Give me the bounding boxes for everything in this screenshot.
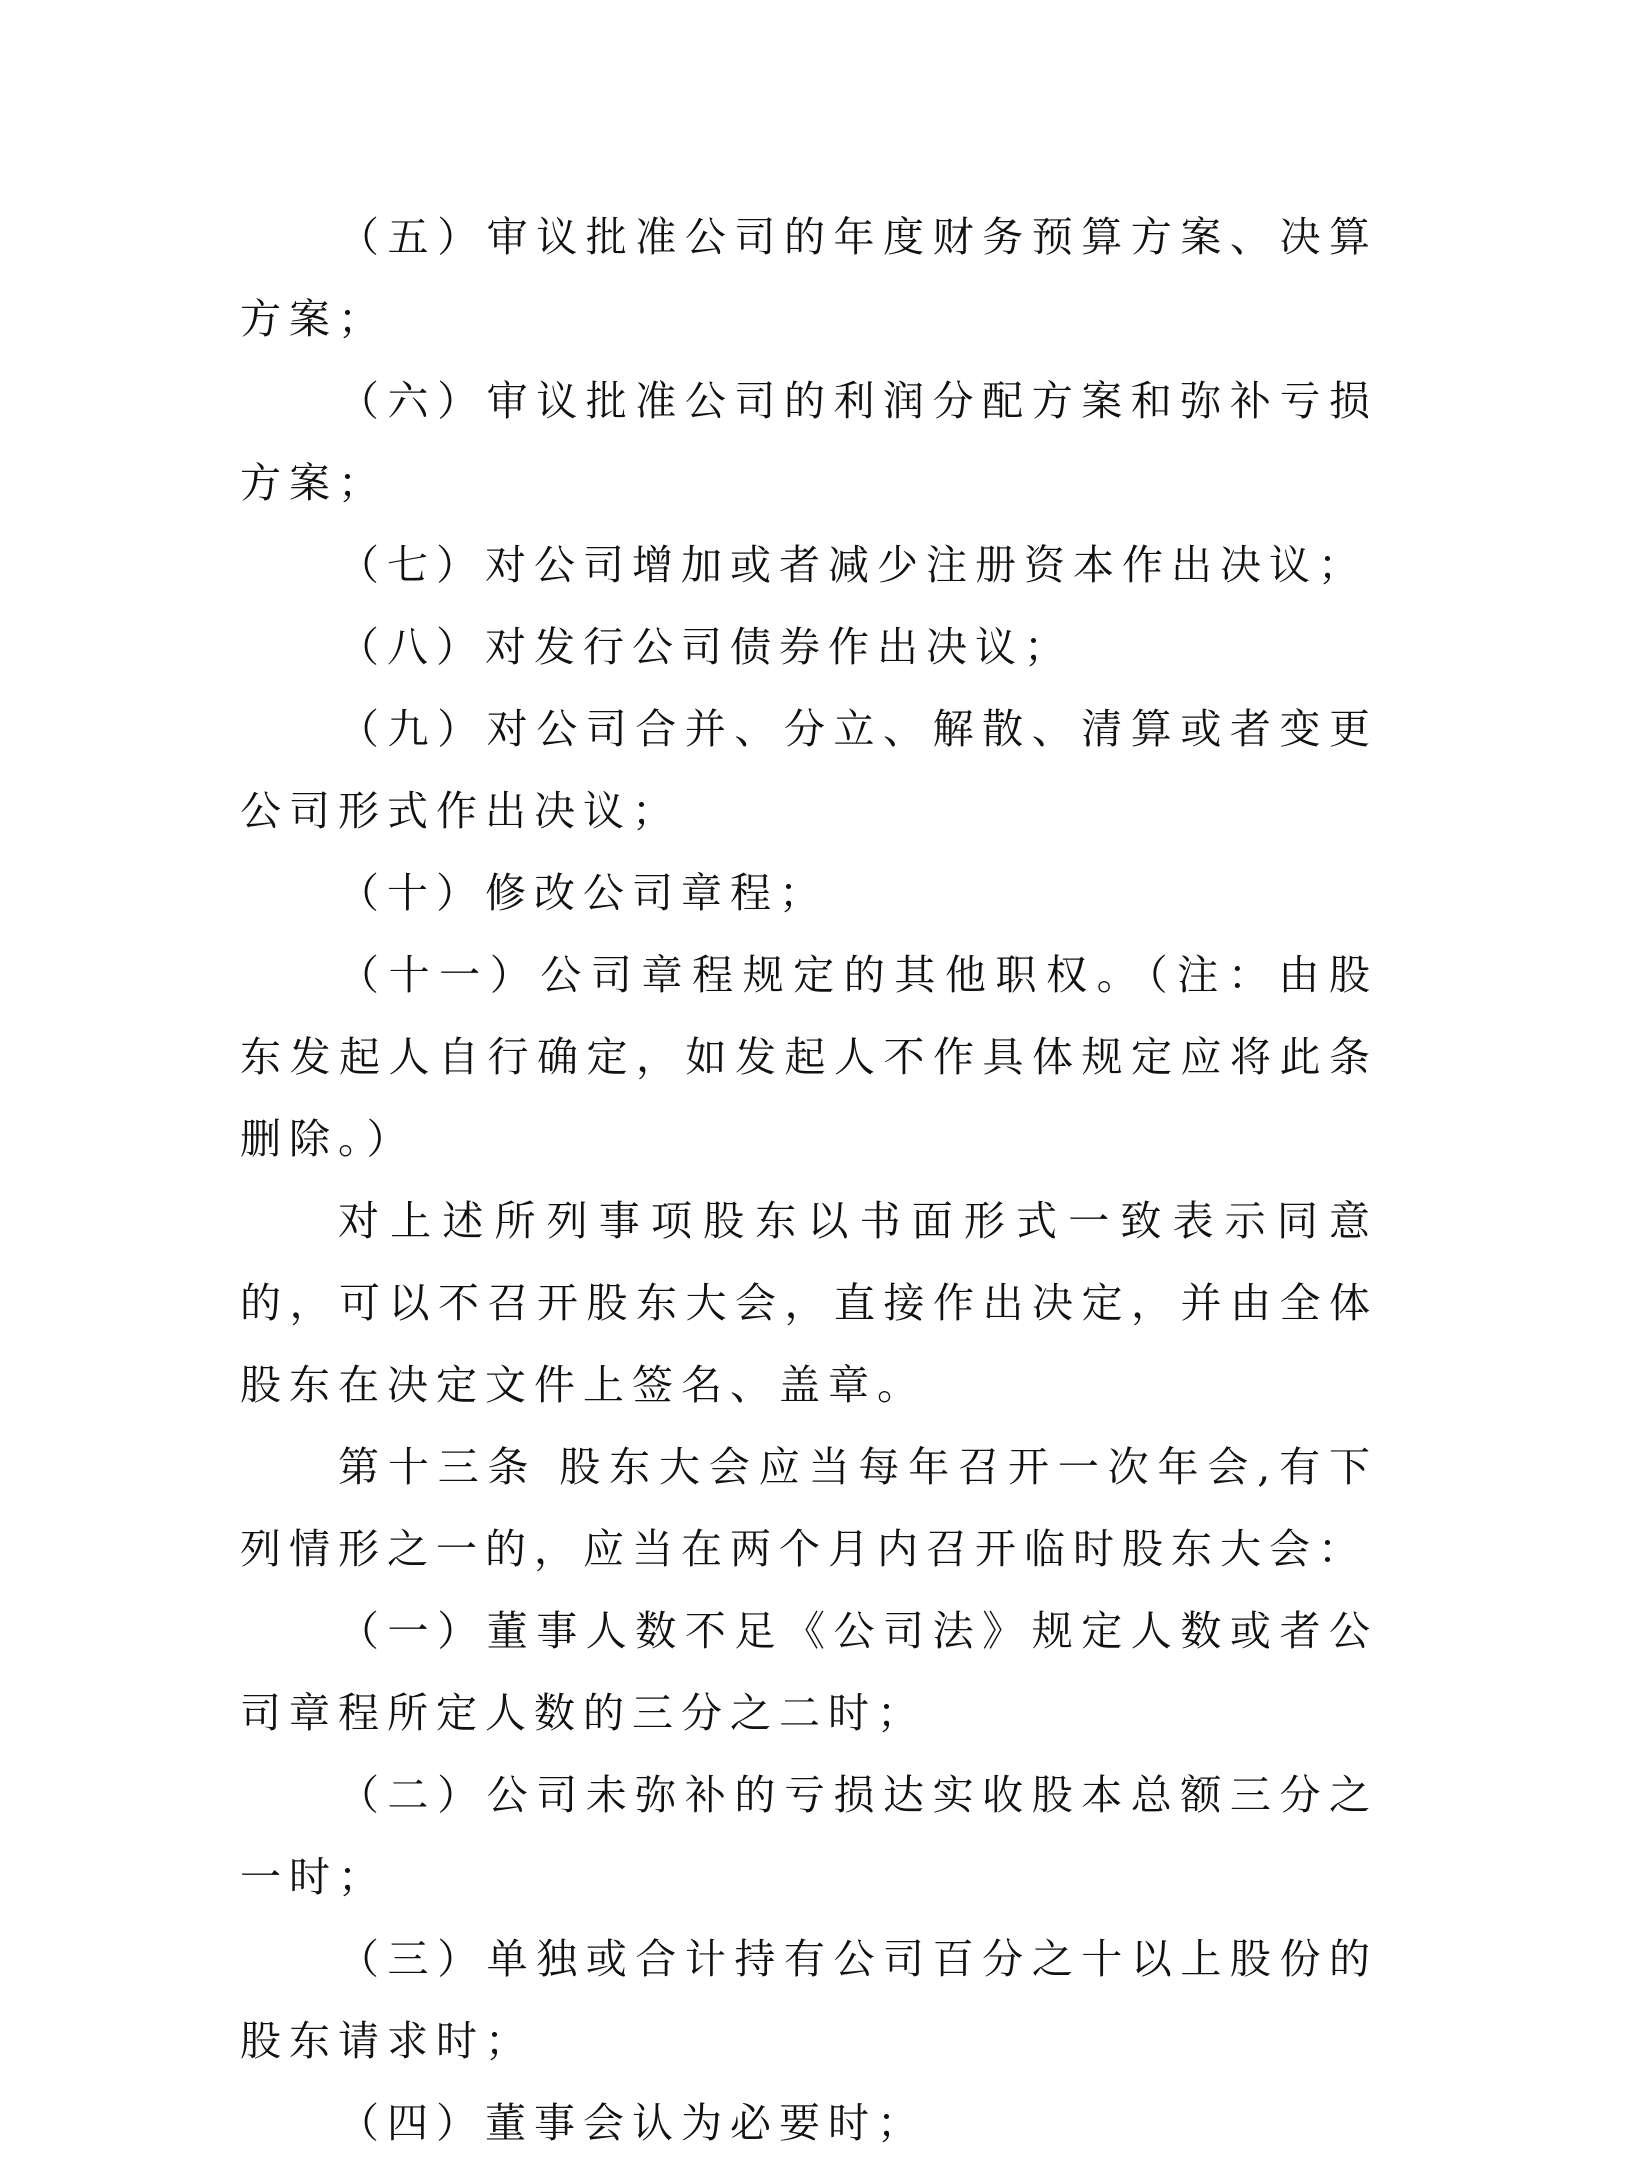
clause-11-paragraph: （十一）公司章程规定的其他职权。（注：由股东发起人自行确定，如发起人不作具体规定应将此条删除。） <box>240 951 1378 1163</box>
meeting-condition-3-paragraph: （三）单独或合计持有公司百分之十以上股份的股东请求时； <box>240 1935 1378 2065</box>
meeting-condition-2-paragraph: （二）公司未弥补的亏损达实收股本总额三分之一时； <box>240 1771 1378 1901</box>
document-body <box>240 196 1378 2164</box>
clause-8-paragraph: （八）对发行公司债券作出决议； <box>338 623 1073 671</box>
clause-10-paragraph: （十）修改公司章程； <box>338 869 828 917</box>
meeting-condition-1-paragraph: （一）董事人数不足《公司法》规定人数或者公司章程所定人数的三分之二时； <box>240 1607 1378 1737</box>
article-13-paragraph: 第十三条 股东大会应当每年召开一次年会,有下列情形之一的，应当在两个月内召开临时股东大会： <box>240 1443 1378 1573</box>
clause-7-paragraph: （七）对公司增加或者减少注册资本作出决议； <box>338 541 1367 589</box>
clause-5-paragraph: （五）审议批准公司的年度财务预算方案、决算方案； <box>240 213 1378 343</box>
clause-6-paragraph: （六）审议批准公司的利润分配方案和弥补亏损方案； <box>240 377 1378 507</box>
unanimous-consent-paragraph: 对上述所列事项股东以书面形式一致表示同意的，可以不召开股东大会，直接作出决定，并由全体股东在决定文件上签名、盖章。 <box>240 1197 1378 1409</box>
clause-9-paragraph: （九）对公司合并、分立、解散、清算或者变更公司形式作出决议； <box>240 705 1378 835</box>
meeting-condition-4-paragraph: （四）董事会认为必要时； <box>338 2099 926 2147</box>
